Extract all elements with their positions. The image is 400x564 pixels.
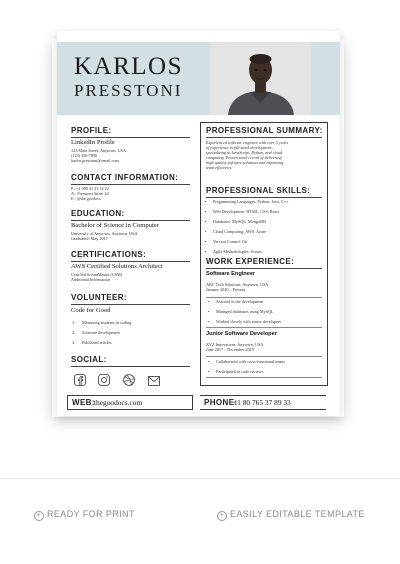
plus-circle-icon: + [217, 511, 227, 521]
summary-line: of experience in full-stack development, [206, 145, 273, 150]
summary-line: Experienced software engineer with over 5 years [206, 140, 288, 145]
job-rule [206, 327, 322, 328]
job-rule [206, 356, 322, 357]
job-line: June 2017 – December 2019 [206, 347, 254, 352]
volunteer-number: 2. [72, 330, 76, 335]
contact-line: A.: Presstoni Street 44 [71, 191, 109, 196]
job-rule [206, 377, 322, 378]
skills-rule [206, 197, 322, 198]
footer-divider [0, 478, 400, 479]
resume-page [57, 31, 340, 416]
phone-number[interactable]: +1 80 765 37 89 33 [233, 398, 291, 407]
job-item: • Worked closely with senior developers [216, 319, 281, 324]
last-name: PRESSTONI [74, 81, 183, 100]
summary-line: specializing in JavaScript, Python, and cloud [206, 150, 282, 155]
summary-line: team efficiency. [206, 165, 233, 170]
certification-title: AWS Certified Solutions Architect [71, 263, 163, 270]
volunteer-rule [71, 304, 190, 305]
education-rule [71, 220, 190, 221]
job-line: XYZ Innovations, Anytown, USA [206, 342, 264, 347]
skill-item: • Programming Languages: Python, Java, C++ [213, 199, 288, 204]
job-title: Software Engineer [206, 271, 256, 277]
contact-line: E.: @the.goodocs [71, 196, 101, 201]
first-name: KARLOS [74, 53, 184, 80]
editable-template-label [217, 509, 365, 521]
certifications-rule [71, 261, 190, 262]
social-rule [71, 366, 190, 367]
certification-line: Certified ScrumMaster (CSM) [71, 272, 123, 277]
volunteer-heading: VOLUNTEER: [71, 293, 127, 302]
job-line: January 2020 – Present [206, 287, 245, 292]
job-item: • Participated in code reviews [216, 369, 263, 374]
job-rule [206, 297, 322, 298]
job-item: • Managed databases using MySQL [216, 309, 274, 314]
web-label: WEB: [72, 398, 95, 407]
profile-line: (123) 456-7890 [71, 153, 98, 158]
dribbble-icon[interactable] [123, 374, 135, 386]
facebook-icon[interactable] [74, 374, 86, 386]
profile-line: 123 Main Street, Anytown, USA [71, 148, 126, 153]
summary-line: computing. Proven track record of delivering [206, 155, 282, 160]
volunteer-org: Code for Good [71, 307, 111, 314]
job-item: • Assisted in the development [216, 299, 263, 304]
job-item: • Collaborated with cross-functional teams [216, 359, 285, 364]
editable-template-text: EASILY EDITABLE TEMPLATE [230, 509, 365, 519]
plus-circle-icon: + [34, 511, 44, 521]
profile-rule [71, 137, 190, 138]
skill-item: • Agile Methodologies: Scrum [213, 249, 262, 254]
volunteer-item: Software development [82, 330, 120, 335]
experience-heading: WORK EXPERIENCE: [206, 257, 295, 266]
mail-icon[interactable] [148, 375, 160, 387]
contact-line: P.: +1 000 41 23 14 22 [71, 186, 109, 191]
contact-rule [71, 184, 190, 185]
header-band-right [311, 42, 340, 115]
summary-heading: PROFESSIONAL SUMMARY: [206, 126, 323, 135]
skills-heading: PROFESSIONAL SKILLS: [206, 186, 311, 195]
volunteer-number: 1. [72, 320, 76, 325]
skill-item: • Version Control: Git [213, 239, 247, 244]
volunteer-number: 3. [72, 340, 76, 345]
social-heading: SOCIAL: [71, 355, 107, 364]
job-line: ABC Tech Solutions, Anytown, USA [206, 282, 269, 287]
profile-heading: PROFILE: [71, 126, 112, 135]
web-link[interactable]: thegoodocs.com [94, 398, 143, 407]
education-line: University of Anytown, Anytown, USA [71, 231, 138, 236]
contact-heading: CONTACT INFORMATION: [71, 173, 179, 182]
summary-line: high-quality software solutions and improving [206, 160, 284, 165]
experience-rule [206, 268, 322, 269]
skill-item: • Cloud Computing: AWS, Azure [213, 229, 266, 234]
skill-item: • Databases: MySQL, MongoDB [213, 219, 266, 224]
certifications-heading: CERTIFICATIONS: [71, 250, 147, 259]
profile-photo [210, 42, 311, 115]
profile-line: karlos.presstoni@email.com [71, 158, 119, 163]
education-line: Graduated: May 2017 [71, 236, 108, 241]
volunteer-item: Published articles [82, 340, 112, 345]
ready-for-print-text: READY FOR PRINT [47, 509, 135, 519]
phone-label: PHONE: [204, 398, 238, 407]
skill-item: • Web Development: HTML, CSS, React [213, 209, 279, 214]
summary-rule [206, 137, 322, 138]
instagram-icon[interactable] [98, 374, 110, 386]
education-heading: EDUCATION: [71, 209, 125, 218]
ready-for-print-label [34, 509, 135, 521]
profile-subheading: LinkedIn Profile [71, 139, 115, 146]
job-title: Junior Software Developer [206, 331, 277, 337]
volunteer-item: Mentoring students in coding [82, 320, 132, 325]
certification-line: Additional Information [71, 277, 110, 282]
education-degree: Bachelor of Science in Computer [71, 222, 159, 229]
